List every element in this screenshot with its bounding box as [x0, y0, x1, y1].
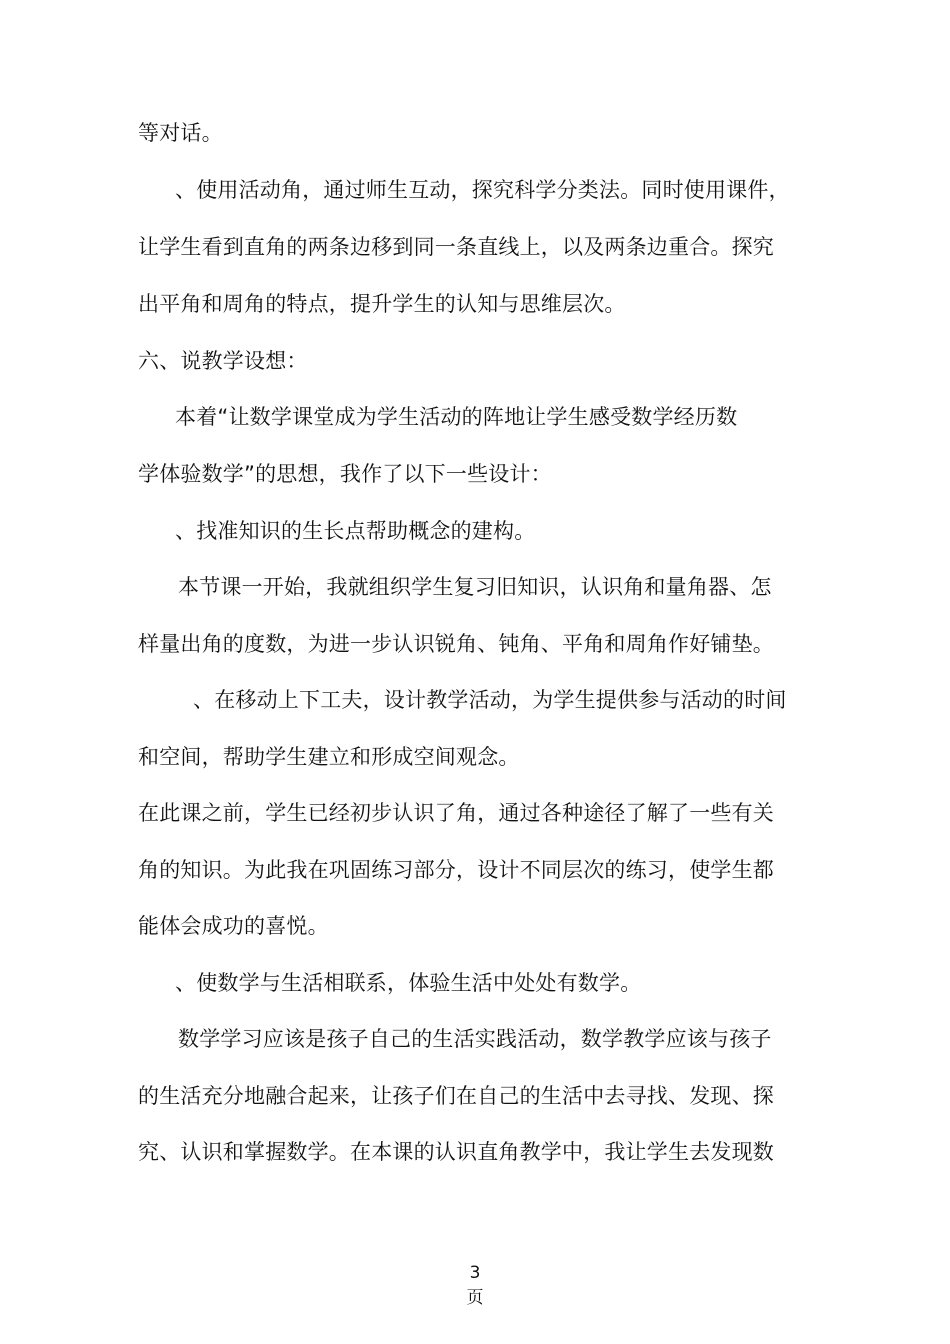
text-line: 等对话。	[138, 121, 223, 145]
text-line: 本节课一开始，我就组织学生复习旧知识，认识角和量角器、怎	[178, 575, 772, 599]
text-line: 本着“让数学课堂成为学生活动的阵地让学生感受数学经历数	[175, 405, 738, 429]
text-line: 数学学习应该是孩子自己的生活实践活动，数学教学应该与孩子	[178, 1027, 772, 1051]
text-line: 究、认识和掌握数学。在本课的认识直角教学中，我让学生去发现数	[138, 1140, 774, 1164]
text-line: 样量出角的度数，为进一步认识锐角、钝角、平角和周角作好铺垫。	[138, 632, 774, 656]
text-line: 、在移动上下工夫，设计教学活动，为学生提供参与活动的时间	[193, 688, 787, 712]
text-line: 的生活充分地融合起来，让孩子们在自己的生活中去寻找、发现、探	[138, 1084, 774, 1108]
text-line: 、使用活动角，通过师生互动，探究科学分类法。同时使用课件，	[175, 178, 790, 202]
text-line: 能体会成功的喜悦。	[138, 914, 329, 938]
text-line: 出平角和周角的特点，提升学生的认知与思维层次。	[138, 292, 626, 316]
text-line: 在此课之前，学生已经初步认识了角，通过各种途径了解了一些有关	[138, 801, 774, 825]
page-unit-label: 页	[466, 1288, 484, 1308]
text-line: 角的知识。为此我在巩固练习部分，设计不同层次的练习，使学生都	[138, 858, 774, 882]
text-line: 和空间，帮助学生建立和形成空间观念。	[138, 745, 520, 769]
text-line: 让学生看到直角的两条边移到同一条直线上，以及两条边重合。探究	[138, 235, 774, 259]
section-heading: 六、说教学设想：	[138, 349, 308, 373]
text-line: 学体验数学”的思想，我作了以下一些设计：	[138, 462, 552, 486]
text-line: 、使数学与生活相联系，体验生活中处处有数学。	[175, 971, 642, 995]
page-number: 3	[469, 1263, 481, 1283]
text-line: 、找准知识的生长点帮助概念的建构。	[175, 519, 536, 543]
